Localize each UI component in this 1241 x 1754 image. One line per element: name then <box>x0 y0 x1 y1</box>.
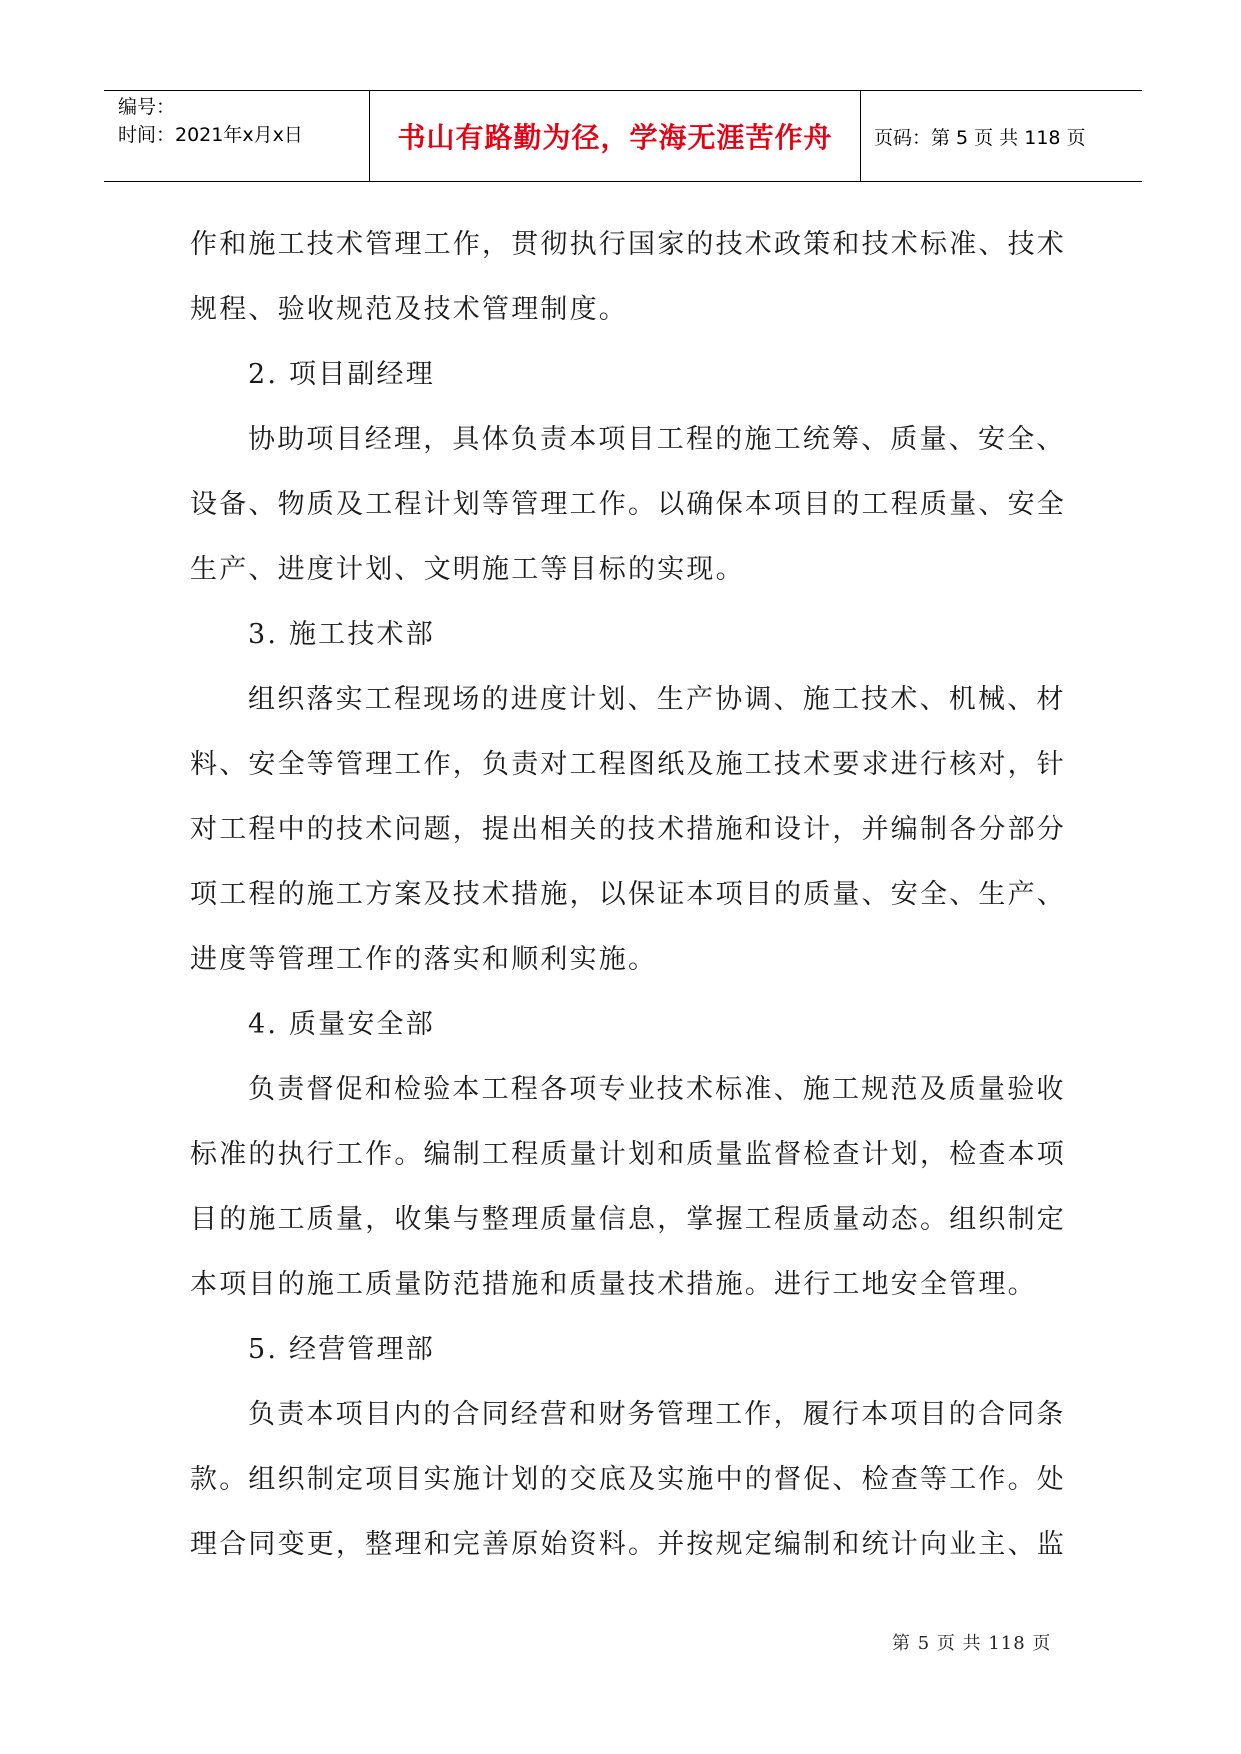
document-body <box>190 212 1080 1577</box>
header-page-code: 页码：第 5 页 共 118 页 <box>874 126 1086 149</box>
body-line: 款。组织制定项目实施计划的交底及实施中的督促、检查等工作。处 <box>190 1464 1066 1495</box>
body-line: 料、安全等管理工作，负责对工程图纸及施工技术要求进行核对，针 <box>190 749 1066 780</box>
body-line: 负责本项目内的合同经营和财务管理工作，履行本项目的合同条 <box>248 1399 1066 1430</box>
header-divider <box>860 91 861 181</box>
body-line: 组织落实工程现场的进度计划、生产协调、施工技术、机械、材 <box>248 684 1066 715</box>
body-line: 本项目的施工质量防范措施和质量技术措施。进行工地安全管理。 <box>190 1269 1037 1300</box>
body-line: 生产、进度计划、文明施工等目标的实现。 <box>190 554 745 585</box>
section-heading: 2. 项目副经理 <box>248 359 435 390</box>
body-line: 进度等管理工作的落实和顺利实施。 <box>190 944 658 975</box>
body-line: 标准的执行工作。编制工程质量计划和质量监督检查计划，检查本项 <box>190 1139 1066 1170</box>
page-footer: 第 5 页 共 118 页 <box>892 1633 1052 1654</box>
section-heading: 5. 经营管理部 <box>248 1334 435 1365</box>
time-label: 时间：2021年x月x日 <box>118 124 303 146</box>
body-line: 协助项目经理，具体负责本项目工程的施工统筹、质量、安全、 <box>248 424 1066 455</box>
body-line: 负责督促和检验本工程各项专业技术标准、施工规范及质量验收 <box>248 1074 1066 1105</box>
body-line: 规程、验收规范及技术管理制度。 <box>190 294 628 325</box>
body-line: 作和施工技术管理工作，贯彻执行国家的技术政策和技术标准、技术 <box>190 229 1066 260</box>
header-meta <box>118 93 368 149</box>
section-heading: 4. 质量安全部 <box>248 1009 435 1040</box>
header-motto: 书山有路勤为径，学海无涯苦作舟 <box>397 121 833 154</box>
body-line: 目的施工质量，收集与整理质量信息，掌握工程质量动态。组织制定 <box>190 1204 1066 1235</box>
body-line: 项工程的施工方案及技术措施，以保证本项目的质量、安全、生产、 <box>190 879 1066 910</box>
section-heading: 3. 施工技术部 <box>248 619 435 650</box>
document-header <box>104 90 1142 182</box>
serial-number-label: 编号： <box>118 96 176 118</box>
body-line: 设备、物质及工程计划等管理工作。以确保本项目的工程质量、安全 <box>190 489 1066 520</box>
body-line: 对工程中的技术问题，提出相关的技术措施和设计，并编制各分部分 <box>190 814 1066 845</box>
body-line: 理合同变更，整理和完善原始资料。并按规定编制和统计向业主、监 <box>190 1529 1066 1560</box>
